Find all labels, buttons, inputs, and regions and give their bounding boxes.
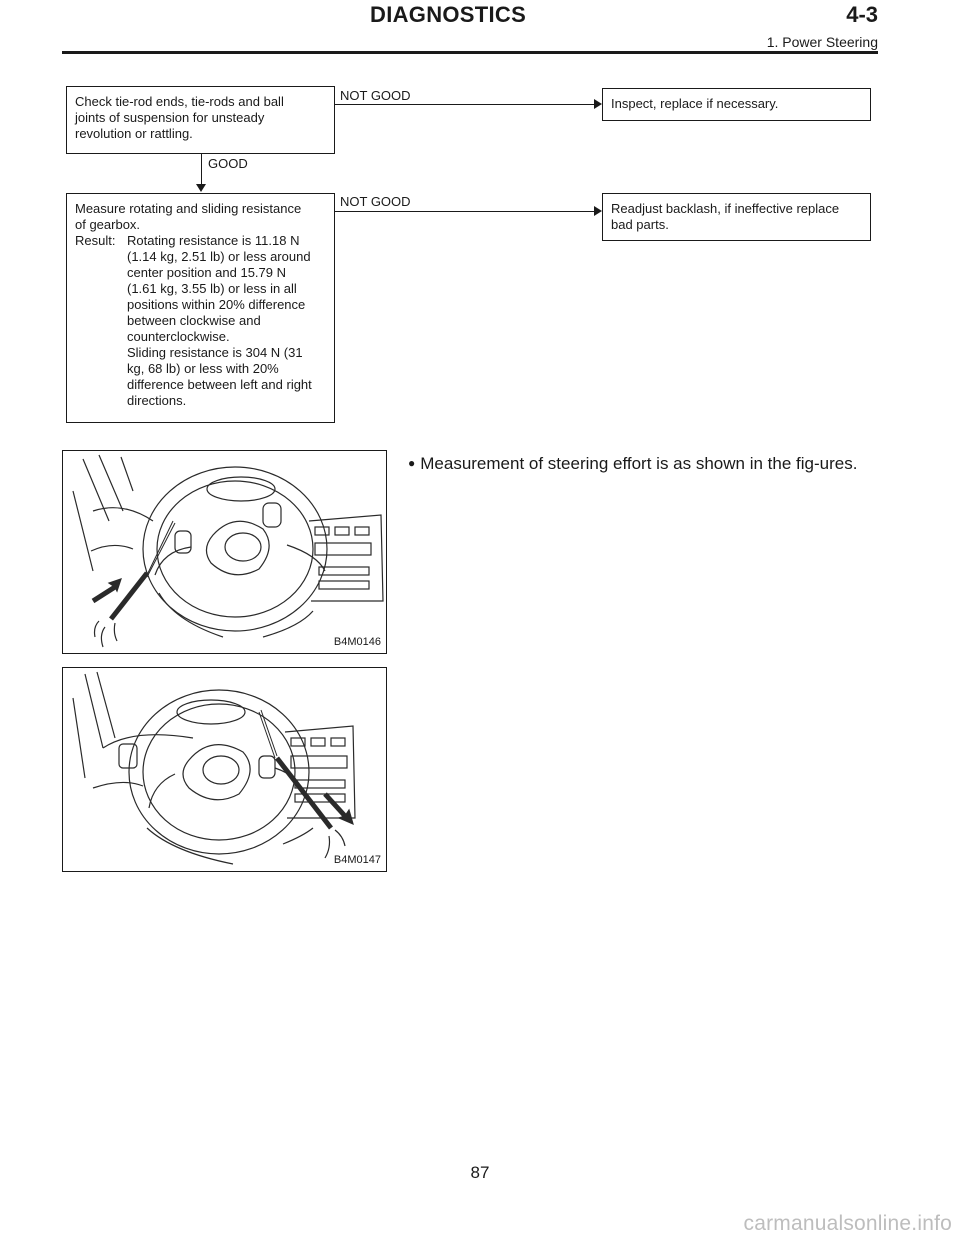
steering-wheel-illustration (63, 668, 388, 873)
bullet-text: Measurement of steering effort is as shown in the fig-ures. (420, 454, 858, 473)
section-title: DIAGNOSTICS (370, 2, 527, 27)
flow-step2-result-line: Rotating resistance is 11.18 N (127, 233, 300, 248)
flow-step2-result-values (127, 233, 326, 409)
flow-step2-action-line: Readjust backlash, if ineffective replace (611, 201, 840, 216)
page-number: 87 (470, 1163, 490, 1182)
flow-step1-line: joints of suspension for unsteady (75, 110, 265, 125)
flow-step1-line: revolution or rattling. (75, 126, 193, 141)
figure-steering-effort-left (62, 450, 387, 654)
flow-step1-not-good-connector (335, 104, 594, 105)
subsection-title: 1. Power Steering (766, 34, 878, 50)
arrow-down-icon (196, 184, 206, 192)
flow-step2-action-box (602, 193, 871, 241)
flow-good-connector (201, 154, 202, 184)
flow-step2-result-line: directions. (127, 393, 187, 408)
watermark: carmanualsonline.info (743, 1212, 952, 1235)
flow-step1-action-text: Inspect, replace if necessary. (611, 96, 779, 111)
flow-good-label: GOOD (208, 156, 248, 171)
flow-step2-line: of gearbox. (75, 217, 141, 232)
steering-wheel-illustration (63, 451, 388, 655)
figure-code: B4M0147 (333, 854, 381, 866)
flow-step1-action-box (602, 88, 871, 121)
flow-step2-result-line: positions within 20% difference (127, 297, 306, 312)
figure-steering-effort-right (62, 667, 387, 872)
flow-step2-result-line: kg, 68 lb) or less with 20% (127, 361, 279, 376)
flow-step2-result-key: Result: (75, 233, 116, 248)
flow-step2-result-line: counterclockwise. (127, 329, 230, 344)
flow-step2-result (75, 233, 326, 409)
section-code: 4-3 (846, 2, 878, 27)
flow-step2-not-good-connector (335, 211, 594, 212)
flow-step1-not-good-label: NOT GOOD (340, 88, 411, 103)
flow-step2-result-line: between clockwise and (127, 313, 261, 328)
flow-step2-result-line: (1.14 kg, 2.51 lb) or less around (127, 249, 311, 264)
flow-step2-not-good-label: NOT GOOD (340, 194, 411, 209)
flow-step1-box (66, 86, 335, 154)
arrow-right-icon (594, 99, 602, 109)
bullet-paragraph (408, 452, 878, 475)
header-rule (62, 51, 878, 54)
flow-step2-result-line: center position and 15.79 N (127, 265, 286, 280)
arrow-right-icon (594, 206, 602, 216)
flow-step1-line: Check tie-rod ends, tie-rods and ball (75, 94, 284, 109)
flow-step2-result-line: difference between left and right (127, 377, 312, 392)
flow-step2-box (66, 193, 335, 423)
flow-step2-line: Measure rotating and sliding resistance (75, 201, 302, 216)
flow-step2-result-line: (1.61 kg, 3.55 lb) or less in all (127, 281, 297, 296)
flow-step2-action-line: bad parts. (611, 217, 669, 232)
flow-step2-result-line: Sliding resistance is 304 N (31 (127, 345, 303, 360)
figure-code: B4M0146 (333, 636, 381, 648)
bullet-marker: ● (408, 456, 416, 470)
